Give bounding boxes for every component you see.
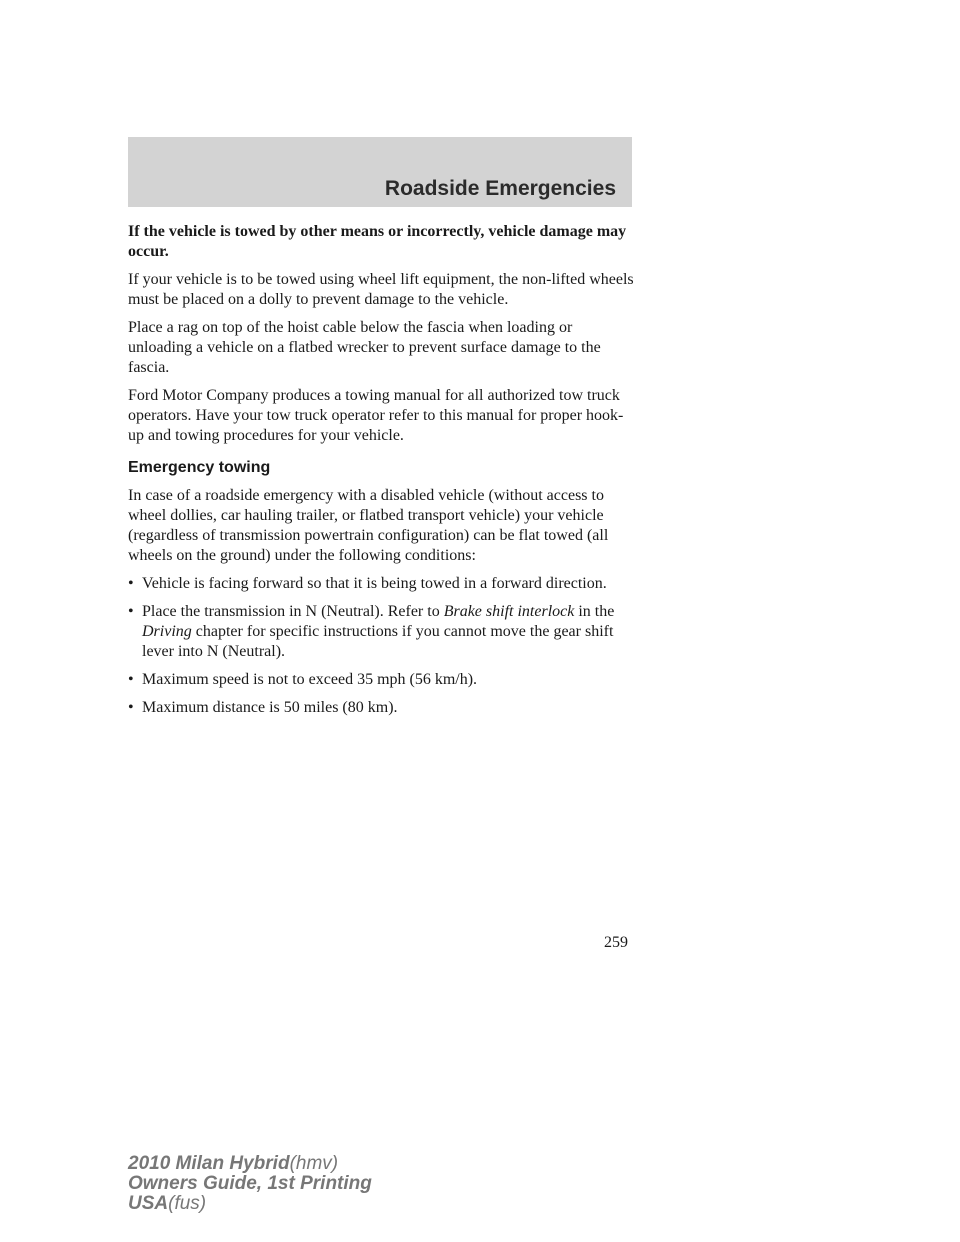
list-item-text: Maximum speed is not to exceed 35 mph (56 km/h). [142,671,478,688]
bullet-icon: • [128,575,134,592]
document-footer [128,1154,372,1214]
list-item-text: Maximum distance is 50 miles (80 km). [142,699,398,716]
warning-paragraph: If the vehicle is towed by other means or incorrectly, vehicle damage may occur. [128,223,627,260]
list-item-text-end: chapter for specific instructions if you cannot move the gear shift lever into N (Neutral). [142,623,614,660]
reference-driving-chapter: Driving [142,623,192,640]
footer-line-printing: Owners Guide, 1st Printing [128,1173,372,1194]
page-number: 259 [604,934,628,951]
bullet-icon: • [128,671,134,688]
paragraph-emergency-towing: In case of a roadside emergency with a disabled vehicle (without access to wheel dollies, car hauling trailer, or flatbed transport vehicle) your vehicle (regardless of transmission powertrain configuration) can be flat towed (all wheels on the ground) under the following conditions: [128,487,609,564]
paragraph-rag: Place a rag on top of the hoist cable below the fascia when loading or unloading a vehicle on a flatbed wrecker to prevent surface damage to the fascia. [128,319,601,376]
heading-emergency-towing: Emergency towing [128,459,271,476]
paragraph-wheel-lift: If your vehicle is to be towed using wheel lift equipment, the non-lifted wheels must be placed on a dolly to prevent damage to the vehicle. [128,271,634,308]
page-content [128,222,638,726]
footer-model: 2010 Milan Hybrid [128,1153,290,1174]
bullet-icon: • [128,603,134,620]
footer-line-model [128,1154,372,1174]
footer-line-region [128,1194,372,1214]
list-item [128,574,638,594]
reference-brake-shift-interlock: Brake shift interlock [443,603,575,620]
section-header-band [128,137,632,207]
list-item-text: Vehicle is facing forward so that it is being towed in a forward direction. [142,575,607,592]
list-item-text-mid: in the [574,603,615,620]
paragraph-towing-manual: Ford Motor Company produces a towing manual for all authorized tow truck operators. Have your tow truck operator refer to this manual for proper hook-up and towing procedures for your vehicle. [128,387,624,444]
footer-region-code: (fus) [168,1193,207,1214]
footer-region: USA [128,1193,169,1214]
list-item [128,670,638,690]
bullet-icon: • [128,699,134,716]
section-title: Roadside Emergencies [384,177,616,200]
list-item [128,602,638,662]
footer-model-code: (hmv) [289,1153,339,1174]
list-item [128,698,638,718]
conditions-list [128,574,638,718]
list-item-text-start: Place the transmission in N (Neutral). Refer to [142,603,444,620]
